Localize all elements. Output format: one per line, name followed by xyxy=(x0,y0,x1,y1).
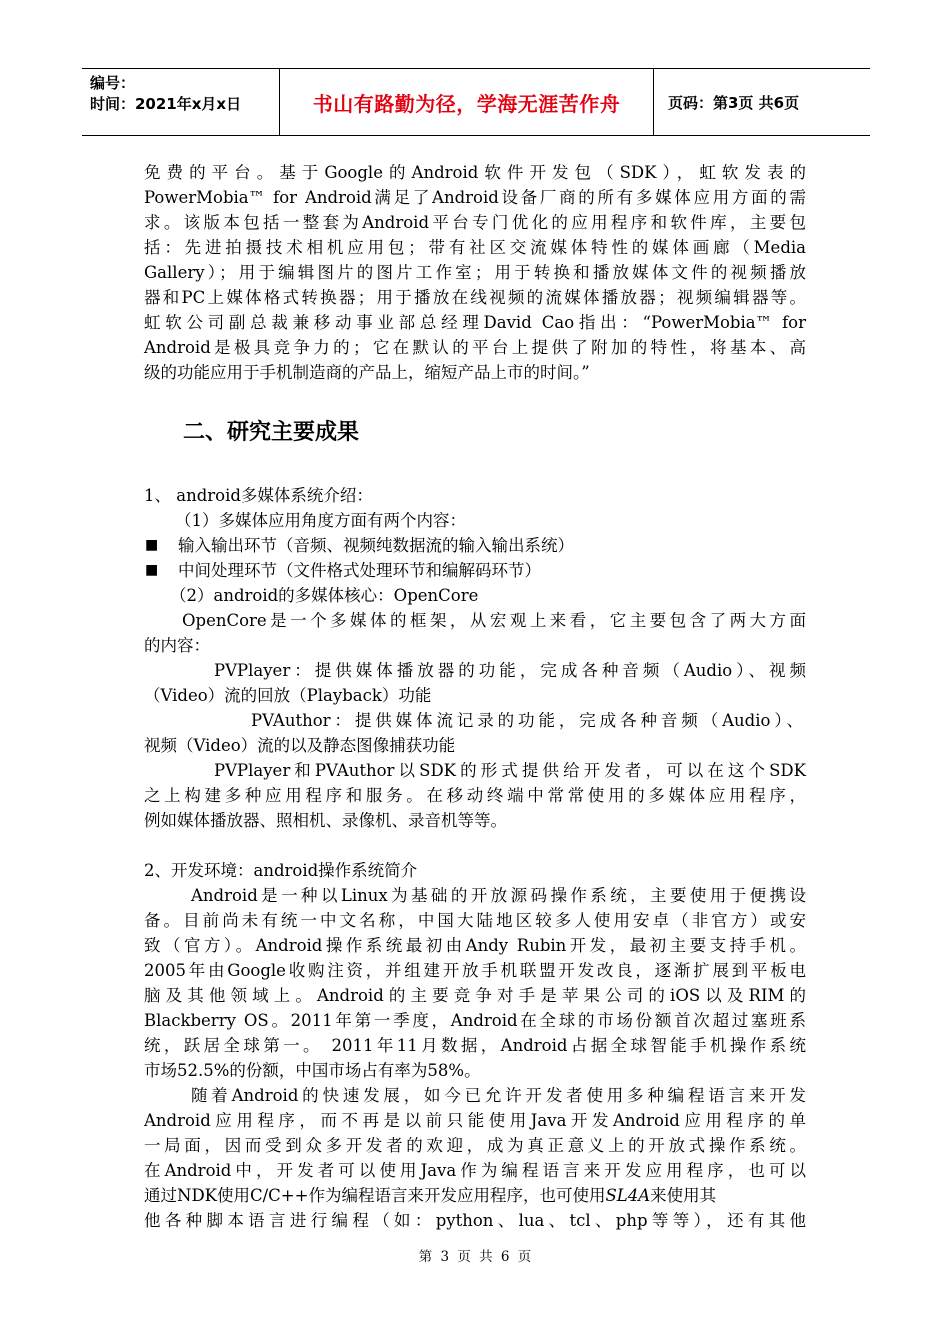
text-line: 脑及其他领域上。Android的主要竞争对手是苹果公司的iOS以及RIM的 xyxy=(144,986,806,1005)
bullet-square-icon: ■ xyxy=(145,537,159,553)
text-line: 免费的平台。基于Google的Android软件开发包（SDK），虹软发表的 xyxy=(144,163,806,182)
list-item: 中间处理环节（文件格式处理环节和编解码环节） xyxy=(178,561,541,580)
page-header xyxy=(82,68,870,136)
header-motto: 书山有路勤为径，学海无涯苦作舟 xyxy=(280,69,654,135)
text-line: 致（官方）。Android操作系统最初由Andy Rubin开发，最初主要支持手机。 xyxy=(144,936,806,955)
text-line: 视频（Video）流的以及静态图像捕获功能 xyxy=(144,736,456,755)
text-line: 随着Android的快速发展，如今已允许开发者使用多种编程语言来开发 xyxy=(191,1086,806,1105)
text-line: Blackberry OS。2011年第一季度，Android在全球的市场份额首次超过塞班系 xyxy=(144,1011,806,1030)
text-line: 2005年由Google收购注资，并组建开放手机联盟开发改良，逐渐扩展到平板电 xyxy=(144,961,806,980)
header-page-number: 页码：第3页 共6页 xyxy=(668,93,800,112)
text-line: （2）android的多媒体核心：OpenCore xyxy=(170,586,479,605)
text-line: PVPlayer：提供媒体播放器的功能，完成各种音频（Audio）、视频 xyxy=(214,661,806,680)
text-segment: 来使用其 xyxy=(650,1186,717,1205)
header-meta xyxy=(82,69,280,135)
text-line: Android应用程序，而不再是以前只能使用Java开发Android应用程序的单 xyxy=(144,1111,806,1130)
text-line: 例如媒体播放器、照相机、录像机、录音机等等。 xyxy=(144,811,507,830)
text-line: 在Android中，开发者可以使用Java作为编程语言来开发应用程序，也可以 xyxy=(144,1161,806,1180)
text-line: 器和PC上媒体格式转换器；用于播放在线视频的流媒体播放器；视频编辑器等。 xyxy=(144,288,806,307)
text-line: （Video）流的回放（Playback）功能 xyxy=(144,686,432,705)
text-line: 括：先进拍摄技术相机应用包；带有社区交流媒体特性的媒体画廊（Media xyxy=(144,238,806,257)
text-line: Gallery）；用于编辑图片的图片工作室；用于转换和播放媒体文件的视频播放 xyxy=(144,263,806,282)
text-line: 一局面，因而受到众多开发者的欢迎，成为真正意义上的开放式操作系统。 xyxy=(144,1136,806,1155)
text-line: Android是一种以Linux为基础的开放源码操作系统，主要使用于便携设 xyxy=(191,886,806,905)
header-time: 时间：2021年x月x日 xyxy=(90,95,242,113)
text-line: 备。目前尚未有统一中文名称，中国大陆地区较多人使用安卓（非官方）或安 xyxy=(144,911,806,930)
text-line: 求。该版本包括一整套为Android平台专门优化的应用程序和软件库，主要包 xyxy=(144,213,806,232)
subsection-title: 1、 android多媒体系统介绍： xyxy=(144,486,373,505)
subsection-title: 2、开发环境：android操作系统简介 xyxy=(144,861,418,880)
sl4a-italic-term: SL4A xyxy=(605,1186,651,1205)
text-line: （1）多媒体应用角度方面有两个内容： xyxy=(175,511,466,530)
text-line: OpenCore是一个多媒体的框架，从宏观上来看，它主要包含了两大方面 xyxy=(182,611,806,630)
header-number: 编号： xyxy=(90,74,136,92)
bullet-square-icon: ■ xyxy=(145,562,159,578)
section-heading: 二、研究主要成果 xyxy=(183,420,360,445)
text-line: 之上构建多种应用程序和服务。在移动终端中常常使用的多媒体应用程序， xyxy=(144,786,806,805)
text-line: PowerMobia™ for Android满足了Android设备厂商的所有多媒体应用方面的需 xyxy=(144,188,806,207)
text-line: 统，跃居全球第一。 2011年11月数据，Android占据全球智能手机操作系统 xyxy=(144,1036,806,1055)
text-segment: 通过NDK使用C/C++作为编程语言来开发应用程序，也可使用 xyxy=(144,1186,606,1205)
text-line: 级的功能应用于手机制造商的产品上，缩短产品上市的时间。” xyxy=(144,363,590,382)
text-line xyxy=(144,1183,716,1208)
text-line: 他各种脚本语言进行编程（如：python、lua、tcl、php等等），还有其他 xyxy=(144,1211,806,1230)
text-line: 市场52.5%的份额，中国市场占有率为58%。 xyxy=(144,1061,481,1080)
text-line: 的内容： xyxy=(144,636,210,655)
text-line: PVAuthor：提供媒体流记录的功能，完成各种音频（Audio）、 xyxy=(251,711,803,730)
text-line: PVPlayer和PVAuthor以SDK的形式提供给开发者，可以在这个SDK xyxy=(214,761,806,780)
list-item: 输入输出环节（音频、视频纯数据流的输入输出系统） xyxy=(178,536,574,555)
text-line: Android是极具竞争力的；它在默认的平台上提供了附加的特性，将基本、高 xyxy=(144,338,806,357)
text-line: 虹软公司副总裁兼移动事业部总经理David Cao指出：“PowerMobia™ for xyxy=(144,313,806,332)
page-footer: 第 3 页 共 6 页 xyxy=(418,1249,532,1265)
